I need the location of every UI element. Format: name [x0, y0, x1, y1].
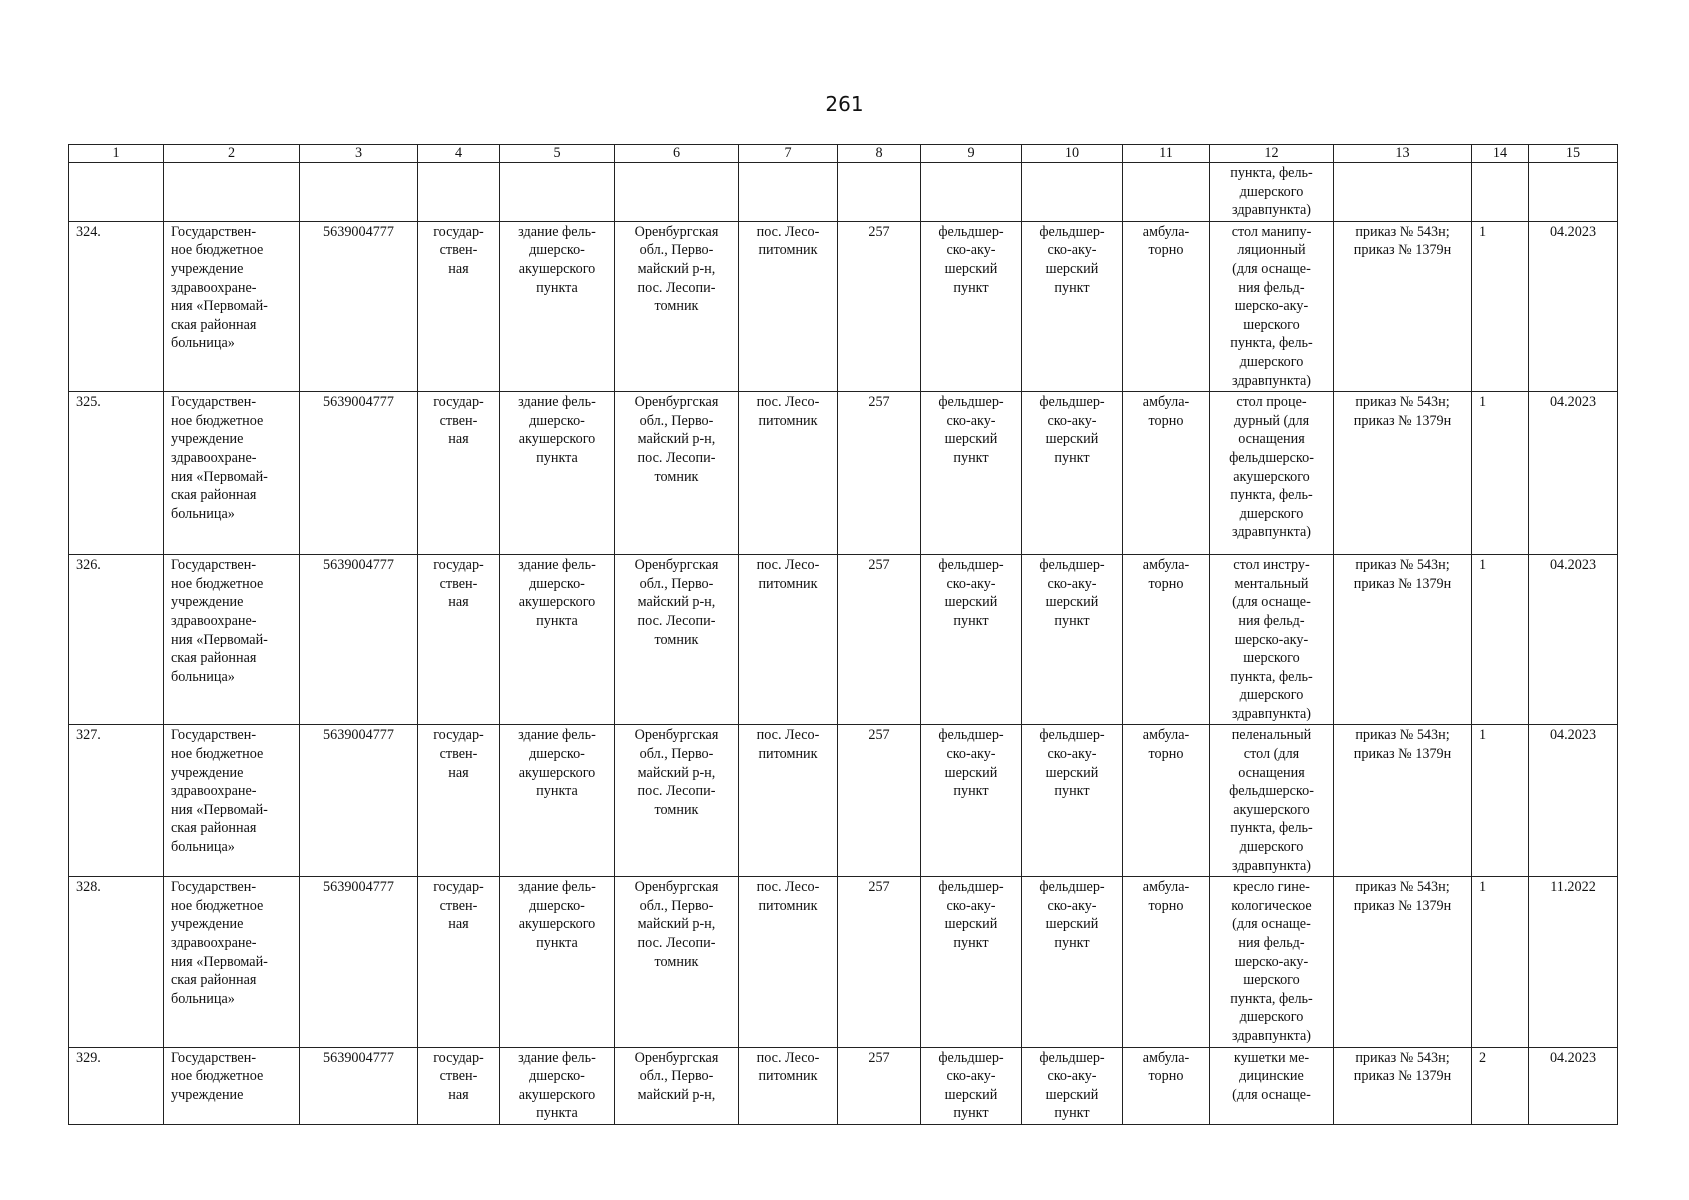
organization-cell: Государствен- ное бюджетное учреждение [164, 1047, 300, 1124]
equipment-cell: пункта, фель- дшерского здравпункта) [1210, 163, 1334, 222]
address-cell: Оренбургская обл., Перво- майский р-н, [615, 1047, 739, 1124]
address-cell: Оренбургская обл., Перво- майский р-н, пос. Лесопи- томник [615, 877, 739, 1047]
building-cell: здание фель- дшерско- акушерского пункта [500, 555, 615, 725]
facility-type-cell: фельдшер- ско-аку- шерский пункт [921, 877, 1022, 1047]
quantity-cell: 1 [1472, 725, 1529, 877]
settlement-cell: пос. Лесо- питомник [739, 1047, 838, 1124]
address-cell: Оренбургская обл., Перво- майский р-н, пос. Лесопи- томник [615, 555, 739, 725]
empty-cell [164, 163, 300, 222]
facility-type-cell: фельдшер- ско-аку- шерский пункт [921, 555, 1022, 725]
row-number-cell: 327. [69, 725, 164, 877]
quantity-cell: 1 [1472, 555, 1529, 725]
quantity-cell: 1 [1472, 392, 1529, 555]
table-row [69, 725, 1618, 877]
inn-cell: 5639004777 [300, 555, 418, 725]
organization-cell: Государствен- ное бюджетное учреждение здравоохране- ния «Первомай- ская районная больница» [164, 555, 300, 725]
equipment-cell: стол проце- дурный (для оснащения фельдшерско- акушерского пункта, фель- дшерского здравпункта) [1210, 392, 1334, 555]
facility-type-cell: фельдшер- ско-аку- шерский пункт [921, 725, 1022, 877]
care-mode-cell: амбула- торно [1123, 725, 1210, 877]
inn-cell: 5639004777 [300, 221, 418, 391]
code-cell: 257 [838, 555, 921, 725]
ownership-cell: государ- ствен- ная [418, 1047, 500, 1124]
empty-cell [300, 163, 418, 222]
column-number: 3 [300, 145, 418, 163]
continuation-row [69, 163, 1618, 222]
settlement-cell: пос. Лесо- питомник [739, 221, 838, 391]
inn-cell: 5639004777 [300, 392, 418, 555]
empty-cell [921, 163, 1022, 222]
empty-cell [418, 163, 500, 222]
settlement-cell: пос. Лесо- питомник [739, 877, 838, 1047]
orders-cell: приказ № 543н; приказ № 1379н [1334, 555, 1472, 725]
care-mode-cell: амбула- торно [1123, 392, 1210, 555]
equipment-cell: кушетки ме- дицинские (для оснаще- [1210, 1047, 1334, 1124]
code-cell: 257 [838, 877, 921, 1047]
organization-cell: Государствен- ное бюджетное учреждение здравоохране- ния «Первомай- ская районная больница» [164, 725, 300, 877]
empty-cell [1529, 163, 1618, 222]
inn-cell: 5639004777 [300, 877, 418, 1047]
equipment-cell: стол манипу- ляционный (для оснаще- ния фельд- шерско-аку- шерского пункта, фель- дшерского здравпункта) [1210, 221, 1334, 391]
date-cell: 04.2023 [1529, 221, 1618, 391]
date-cell: 04.2023 [1529, 725, 1618, 877]
facility-type-cell: фельдшер- ско-аку- шерский пункт [921, 1047, 1022, 1124]
code-cell: 257 [838, 1047, 921, 1124]
column-number: 13 [1334, 145, 1472, 163]
code-cell: 257 [838, 392, 921, 555]
ownership-cell: государ- ствен- ная [418, 555, 500, 725]
orders-cell: приказ № 543н; приказ № 1379н [1334, 392, 1472, 555]
column-number: 12 [1210, 145, 1334, 163]
row-number-cell: 326. [69, 555, 164, 725]
column-number: 10 [1022, 145, 1123, 163]
orders-cell: приказ № 543н; приказ № 1379н [1334, 725, 1472, 877]
page-number: 261 [825, 92, 864, 116]
equipment-cell: стол инстру- ментальный (для оснаще- ния фельд- шерско-аку- шерского пункта, фель- дшерского здравпункта) [1210, 555, 1334, 725]
quantity-cell: 2 [1472, 1047, 1529, 1124]
facility-type-cell: фельдшер- ско-аку- шерский пункт [1022, 877, 1123, 1047]
quantity-cell: 1 [1472, 877, 1529, 1047]
ownership-cell: государ- ствен- ная [418, 877, 500, 1047]
facility-type-cell: фельдшер- ско-аку- шерский пункт [1022, 725, 1123, 877]
column-number: 4 [418, 145, 500, 163]
facility-type-cell: фельдшер- ско-аку- шерский пункт [1022, 1047, 1123, 1124]
inn-cell: 5639004777 [300, 1047, 418, 1124]
empty-cell [1334, 163, 1472, 222]
building-cell: здание фель- дшерско- акушерского пункта [500, 221, 615, 391]
care-mode-cell: амбула- торно [1123, 1047, 1210, 1124]
address-cell: Оренбургская обл., Перво- майский р-н, пос. Лесопи- томник [615, 221, 739, 391]
column-number: 7 [739, 145, 838, 163]
settlement-cell: пос. Лесо- питомник [739, 555, 838, 725]
row-number-cell: 329. [69, 1047, 164, 1124]
ownership-cell: государ- ствен- ная [418, 221, 500, 391]
column-number: 1 [69, 145, 164, 163]
date-cell: 04.2023 [1529, 1047, 1618, 1124]
settlement-cell: пос. Лесо- питомник [739, 392, 838, 555]
column-number: 14 [1472, 145, 1529, 163]
building-cell: здание фель- дшерско- акушерского пункта [500, 392, 615, 555]
table-row [69, 1047, 1618, 1124]
empty-cell [1472, 163, 1529, 222]
organization-cell: Государствен- ное бюджетное учреждение здравоохране- ния «Первомай- ская районная больница» [164, 221, 300, 391]
facility-type-cell: фельдшер- ско-аку- шерский пункт [921, 221, 1022, 391]
date-cell: 11.2022 [1529, 877, 1618, 1047]
table-row [69, 555, 1618, 725]
care-mode-cell: амбула- торно [1123, 877, 1210, 1047]
row-number-cell: 324. [69, 221, 164, 391]
table-row [69, 392, 1618, 555]
code-cell: 257 [838, 221, 921, 391]
quantity-cell: 1 [1472, 221, 1529, 391]
orders-cell: приказ № 543н; приказ № 1379н [1334, 221, 1472, 391]
address-cell: Оренбургская обл., Перво- майский р-н, пос. Лесопи- томник [615, 725, 739, 877]
row-number-cell: 325. [69, 392, 164, 555]
facility-type-cell: фельдшер- ско-аку- шерский пункт [1022, 392, 1123, 555]
equipment-cell: пеленальный стол (для оснащения фельдшерско- акушерского пункта, фель- дшерского здравпункта) [1210, 725, 1334, 877]
table-row [69, 221, 1618, 391]
orders-cell: приказ № 543н; приказ № 1379н [1334, 1047, 1472, 1124]
column-number: 8 [838, 145, 921, 163]
column-number: 5 [500, 145, 615, 163]
empty-cell [838, 163, 921, 222]
building-cell: здание фель- дшерско- акушерского пункта [500, 1047, 615, 1124]
organization-cell: Государствен- ное бюджетное учреждение здравоохране- ния «Первомай- ская районная больница» [164, 392, 300, 555]
orders-cell: приказ № 543н; приказ № 1379н [1334, 877, 1472, 1047]
empty-cell [69, 163, 164, 222]
date-cell: 04.2023 [1529, 555, 1618, 725]
inn-cell: 5639004777 [300, 725, 418, 877]
equipment-cell: кресло гине- кологическое (для оснаще- ния фельд- шерско-аку- шерского пункта, фель- дшерского здравпункта) [1210, 877, 1334, 1047]
empty-cell [1022, 163, 1123, 222]
column-number: 9 [921, 145, 1022, 163]
building-cell: здание фель- дшерско- акушерского пункта [500, 877, 615, 1047]
address-cell: Оренбургская обл., Перво- майский р-н, пос. Лесопи- томник [615, 392, 739, 555]
empty-cell [500, 163, 615, 222]
ownership-cell: государ- ствен- ная [418, 725, 500, 877]
facility-type-cell: фельдшер- ско-аку- шерский пункт [1022, 221, 1123, 391]
register-table [68, 144, 1618, 1125]
empty-cell [1123, 163, 1210, 222]
building-cell: здание фель- дшерско- акушерского пункта [500, 725, 615, 877]
column-number: 15 [1529, 145, 1618, 163]
date-cell: 04.2023 [1529, 392, 1618, 555]
column-number: 2 [164, 145, 300, 163]
row-number-cell: 328. [69, 877, 164, 1047]
empty-cell [615, 163, 739, 222]
column-number-row [69, 145, 1618, 163]
organization-cell: Государствен- ное бюджетное учреждение здравоохране- ния «Первомай- ская районная больница» [164, 877, 300, 1047]
column-number: 6 [615, 145, 739, 163]
facility-type-cell: фельдшер- ско-аку- шерский пункт [1022, 555, 1123, 725]
facility-type-cell: фельдшер- ско-аку- шерский пункт [921, 392, 1022, 555]
column-number: 11 [1123, 145, 1210, 163]
empty-cell [739, 163, 838, 222]
table-row [69, 877, 1618, 1047]
care-mode-cell: амбула- торно [1123, 555, 1210, 725]
code-cell: 257 [838, 725, 921, 877]
settlement-cell: пос. Лесо- питомник [739, 725, 838, 877]
care-mode-cell: амбула- торно [1123, 221, 1210, 391]
ownership-cell: государ- ствен- ная [418, 392, 500, 555]
